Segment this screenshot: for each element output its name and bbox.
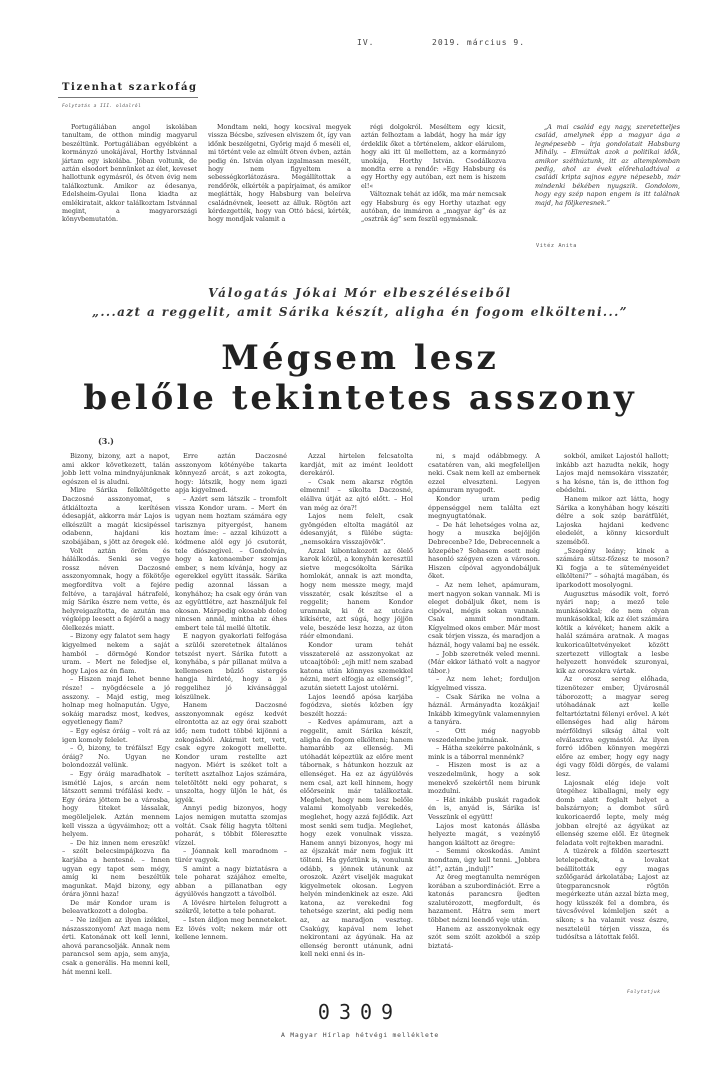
- paragraph: S amint a nagy biztatásra a tele poharat szájához emelte, abban a pillanatban egy ágyúlövés hangzott a távolból.: [175, 864, 287, 899]
- paragraph: – Bizony egy falatot sem hagy kigyelmed nekem a saját hamból – dörmögé Kondor uram. – Mert ne feledjse el, hogy Lajos az én fiam.: [62, 632, 170, 675]
- paragraph: A lövésre hirtelen felugrott a székről, letette a tele poharat.: [175, 898, 287, 916]
- installment-number: (3.): [98, 436, 114, 446]
- feature-kicker: Válogatás Jókai Mór elbeszéléseiből: [208, 286, 512, 300]
- paragraph: Lajosnak elég ideje volt ütegéhez kiballagni, mely egy domb alatt foglalt helyet a balszárnyon; a dombot sűrű kukoricaerdő lepte, mely még jobban elrejté az ágyúkat az ellenség szeme elől. Ez ütegnek feladata volt rejtekben maradni.: [556, 778, 669, 847]
- feature-column-1: [62, 452, 170, 976]
- paragraph: – Hát inkább puskát ragadok én is, anyád is, Sárika is! Vesszünk el együtt!: [428, 795, 540, 821]
- paragraph: Volt aztán öröm és hálálkodás. Senki se vegye rossz néven Daczosné asszonyomnak, hogy a fökötője megfordítva volt a fejére feltéve, a tarajával hátrafelé, míg Sárika észre nem vette, és helyreigazította, de azután ma végképp leesett a fejéről a nagy ölelkezés miatt.: [62, 546, 170, 632]
- paragraph: – Csak Sárika ne volna a háznál. Ármányadta kozákjai! Inkább kimegyünk valamennyien a tanyára.: [428, 692, 540, 727]
- paragraph: – Azért sem látszik – tromfolt vissza Kondor uram. – Mert én ugyan nem hoztam számára egy tarisznya pityergést, hanem hoztam íme: – azzal kihúzott a kódmene alól egy jó csutorát, tele diószegivel. – Gondolván, hogy a katonaember szomjas ember, s nem kívánja, hogy az egerekkel együtt itassák. Sárika pedig azonnal lássan a konyhához; ha csak egy órán van az együttlétre, azt használjuk fel okosan. Márpedig okosabb dolog nincsen annál, mintha az éhes embert tele tál mellé ültetik.: [175, 494, 287, 632]
- paragraph: – Isten áldjon meg benneteket. Ez lövés volt; nekem már ott kellene lennem.: [175, 916, 287, 942]
- paragraph: Kondor uram pedig éppenséggel nem találta ezt megnyugtatónak.: [428, 494, 540, 521]
- paragraph: Portugáliában angol iskolában tanultam, de otthon mindig magyarul beszéltünk. Portugáliában egyébként a kormányzó unokájával, Horthy Istvánnal jártam egy iskolába. Jóban voltunk, de aztán elsodort bennünket az élet, keveset hallottunk egymásról, és ötven évig nem találkoztunk. Amikor az édesanya, Edelsheim-Gyulai Ilona kiadta az emlékiratait, akkor találkoztam Istvánnal megint, a magyarországi könyvbemutatón.: [62, 123, 197, 224]
- paragraph: Erre aztán Daczosné asszonyom kötényébe takarta könnyező arcát, s azt zokogta, hogy: látszik, hogy nem igazi apja kigyelmed.: [175, 452, 287, 495]
- paragraph: sokból, amiket Lajostól hallott; inkább azt hazudta nekik, hogy Lajos majd nemsokára visszatér, s ha késne, tán is, de itthon fog ebédelni.: [556, 452, 669, 495]
- paragraph: – Ne izéljen az ilyen izékkel, nászasszonyom! Azt maga nem érti. Katonának ott kell lenni, ahová parancsolják. Annak nem parancsol sem apja, sem anyja, csak a generális. Ha menni kell, hát menni kell.: [62, 916, 170, 976]
- paragraph: – Semmi okoskodás. Amint mondtam, úgy kell tenni. „Jobbra át!”, aztán „indulj!”: [428, 847, 540, 873]
- paragraph: Annyi pedig bizonyos, hogy Lajos nemigen mutatta szomjas voltát. Csak félig hagyta tölteni poharát, s többit föleresztte vízzel.: [175, 804, 287, 847]
- paragraph: Változnak tehát az idők, ma már nemcsak egy Habsburg és egy Horthy utazhat egy autóban, de immáron a „magyar ág” és az „osztrák ág” sem feszül egymásnak.: [361, 190, 506, 224]
- paragraph: De már Kondor uram is beleavatkozott a dologba.: [62, 898, 170, 916]
- top-article-author: Vitéz Anita: [536, 243, 577, 249]
- top-article-column-1: [62, 123, 197, 224]
- paragraph: Mire Sárika felköltögette Daczosné asszonyomat, s átkiáltozta a kerítésen édesapját, akkorra már Lajos is elkészült a magát kicsipéssel odabenn, hajdani kis szobájában, s jött az öregek elé.: [62, 486, 170, 546]
- paragraph: E nagyon gyakorlati felfogása a szülői szeretetnek általános tetszést nyert. Sárika futott a konyhába, s pár pillanat múlva a kellemesen bűzlő sistergés hangja hirdeté, hogy a jó reggelihez jó kívánsággal készülnek.: [175, 632, 287, 701]
- paragraph: Augusztus második volt, forró nyári nap; a mező tele munkásokkal; de nem olyan munkásokkal, kik az élet számára kötik a kévéket; hanem akik a halál számára aratnak. A magas kukoricaültetvényeket között szertezett villogtak a lesbe helyezett honvédek szuronyai, kik az oroszokra vártak.: [556, 589, 669, 675]
- to-be-continued-note: Folytatjuk: [627, 990, 661, 995]
- paragraph: – Egy egész óráig – volt rá az igen komoly felelet.: [62, 727, 170, 744]
- paragraph: – Egy óráig maradhatok – ismétlé Lajos, s arcán nem látszott semmi tréfálási kedv. – Egy órára jöttem be a városba, hogy titeket lássalak, megöleljelek. Aztán mennem kell vissza a úgyváimhoz; ott a helyem.: [62, 769, 170, 839]
- paragraph: – Az nem lehet; forduljon kígyelmed vissza.: [428, 675, 540, 693]
- page-folio: IV.: [357, 38, 375, 47]
- paragraph: Lajos leendő apósa karjába fogódzva, sietés közben így beszélt hozzá:: [300, 692, 413, 718]
- paragraph: Lajos nem felelt, csak gyöngéden eltolta magától az édesanyját, s fülébe súgta: „nemsokára visszajövök”.: [300, 512, 413, 546]
- paragraph: Mondtam neki, hogy kocsival megyek vissza Bécsbe, szívesen elviszem őt, így van időnk beszélgetni, Győrig majd ő meséli el, mi történt vele az elmúlt ötven évben, aztán pedig én. István olyan izgalmasan mesélt, hogy nem figyeltem a sebességkorlátozásra. Megállítottak a rendőrök, elkérték a papírjaimat, és amikor meglátták, hogy Habsburg van beleírva családnévnek, leesett az álluk. Rögtön azt kérdezgették, hogy van Ottó bácsi, kérték, hogy mondjak valamit a: [208, 123, 351, 224]
- paragraph: Azzal kibontakozott az ölelő karok közül, a konyhán keresztül sietve megcsókolta Sárika homlokát, annak is azt mondta, hogy nem messze megy, majd visszatér, csak készítse el a reggelit; hanem Kondor uramnak, ki őt az utcára kikísérte, azt súgá, hogy jöjjön vele, beszéde lesz hozza, az úton ráér elmondani.: [300, 546, 413, 641]
- paragraph: „Szegény leány; kinek a számára sütsz-főzesz te moson? Ki fogja a te süteményeidet elkölteni?” – sóhajtá magában, és iparkodott mosolyogni.: [556, 546, 669, 589]
- paragraph: – Hiszen most is az a veszedelmünk, hogy a sok menekvő szekértől nem birunk mozdulni.: [428, 761, 540, 796]
- paragraph: – Jobb szeretnék veled menni. (Már ekkor látható volt a nagyor tábor.): [428, 649, 540, 675]
- paragraph: – De hát lehetséges volna az, hogy a muszka bejöjjön Debrecenbe? Ide, Debrecennek a közepébe? Sohasem esett még hasonló szégyen ezen a városon. Hiszen cípóval agyondobáljuk őket.: [428, 520, 540, 581]
- paragraph: Az öreg megtanulta nemrégen korában a szubordinációt. Erre a katonás parancsra íjedten szalutérozott, megfordult, és hazament. Hátra sem mert többet nézni leendő veje után.: [428, 873, 540, 925]
- issue-date: 2019. március 9.: [432, 38, 526, 47]
- paragraph: – Hiszen majd lehet benne része! – nyögdécsele a jó asszony. – Majd estig, meg holnap meg holnapután. Ugye, sokáig maradsz most, kedves, egyetlenegy fiam?: [62, 675, 170, 727]
- top-article-column-2: [208, 123, 351, 224]
- feature-column-3: [300, 452, 413, 959]
- paragraph: Lajos most katonás állásba helyezte magát, s vezénylő hangon kiáltott az öregre:: [428, 821, 540, 847]
- paragraph: A tüzérek a földön szertesztt letelepedtek, a lovakat beállították egy magas szőlőgarád árkolatába; Lajost az ütegparancsnok rögtön megérkezte után azzal bízta meg, hogy küsszék fel a dombra, és távcsővével kémleljen szét a síkon; s ha valamit vesz észre, neszteleül térjen vissza, és tudósítsa a látottak felől.: [556, 847, 669, 942]
- feature-column-5: [556, 452, 669, 942]
- feature-column-4: [428, 452, 540, 950]
- paragraph: régi dolgokról. Meséltem egy kicsit, aztán felhoztam a labdát, hogy ha már így érdeklik őket a történelem, akkor elárulom, hogy aki itt ül mellettem, az a kormányzó unokája, Horthy István. Csodálkozva mondta erre a rendőr: »Egy Habsburg és egy Horthy egy autóban, ezt nem is hiszem el!«: [361, 123, 506, 190]
- top-article-column-3: [361, 123, 506, 224]
- paragraph: Hanem Daczosné asszonyomnak egész kedvét elrontotta az az egy órai szabott idő; nem tudott többé kijönni a zokogásból. Akármit tett, vett, csak egyre zokogott mellette. Kondor uram restellte azt nagyon. Miért is széket tolt a terített asztalhoz Lajos számára, teletöltött neki egy poharat, s unszolta, hogy üljön le hát, és igyék.: [175, 701, 287, 804]
- top-article-quote-column: [535, 123, 680, 207]
- paragraph: – De hiz innen nem ereszük! – szólt belecsimpájkozva fia karjába a hentesné. – Innen ugyan egy tapot sem mégy, amíg ki nem beszéltük magunkat. Majd bizony, egy órára jönni haza!: [62, 838, 170, 899]
- paragraph: Hanem az asszonyoknak egy szót sem szólt azokból a szép biztatá-: [428, 924, 540, 950]
- title-rule: [58, 97, 198, 98]
- paragraph: Kondor uram tehát visszaterelé az asszonyokat az utcaajtóból: „ejh mit! nem szabad katona után könnyes szemekkel nézni, mert elfogja az ellenség!”, azután sietett Lajost utolérni.: [300, 641, 413, 693]
- paragraph: ni, s majd odábbmegy. A csatatéren van, aki megfelelljen neki. Csak nem kell az embernek ezzel elveszteni. Legyen apámuram nyugodt.: [428, 452, 540, 495]
- paragraph: „A mai család egy nagy, szeretetteljes család, amelynek épp a magyar ága a legnépesebb – írja gondolatait Habsburg Mihály. – Elmúltak azok a politikai idők, amikor széthúztunk, itt az altemplomban pedig, ahol az évek előrehaladtával a családi kripta sajnos egyre népesebb, már mindenki békében nyugszik. Gondolom, hogy egy szép napon engem is itt találnak majd, ha följkeresnek.”: [535, 123, 680, 207]
- feature-title-line-2: belőle tekintetes asszony: [83, 378, 637, 418]
- feature-quote-kicker: „...azt a reggelit, amit Sárika készít, aligha én fogom elkölteni...”: [92, 305, 628, 319]
- paragraph: Hanem mikor azt látta, hogy Sárika a konyhában hogy készíti délre a sok szép barátfülét, Lajoska hajdani kedvenc eledelét, a könny kicsordult szeméből.: [556, 494, 669, 546]
- continued-note: Folytatás a III. oldalról: [62, 104, 142, 109]
- feature-column-2: [175, 452, 287, 942]
- paragraph: Bizony, bizony, azt a napot, ami akkor következett, talán jobb lett volna mindnyájunknak egészen el is aludni.: [62, 452, 170, 486]
- feature-title-line-1: Mégsem lesz: [221, 338, 499, 378]
- paragraph: Az orosz sereg előhada, tizenötezer ember, Újvárosnál táborozott; a magyar sereg utóhadának azt kelle feltartóztatni félenyi erővel. A két ellenséges had alig három mérföldnyi sikság által volt elválasztva egymástól. Az ilyen forró időben könnyen megérzi előre az ember, hogy egy nagy égi vagy földi dörgés, de valami lesz.: [556, 675, 669, 778]
- paragraph: – Ott még nagyobb veszedelembe jutnának.: [428, 727, 540, 744]
- paragraph: Azzal hirtelen felcsatolta kardját, mit az imént leoldott derekáról.: [300, 452, 413, 478]
- paragraph: – Ó, bizony, te tréfálsz! Egy óráig? No. Ugyan ne bolondozzál velünk.: [62, 744, 170, 770]
- top-article-title: Tizenhat szarkofág: [62, 82, 198, 93]
- paragraph: – Az nem lehet, apámuram, mert nagyon sokan vannak. Mi is eleget dobáljuk őket, nem is cipóval, mégis sokan vannak. Csak ammit mondtam. Kígyelmed okos ember. Már most csak térjen vissza, és maradjon a háznál, hogy valami baj ne essék.: [428, 580, 540, 650]
- page-number: 0309: [317, 1000, 403, 1024]
- paragraph: – Kedves apámuram, azt a reggelit, amit Sárika készít, aligha én fogom elkölteni; hanem hamarább az ellenség. Mi utóhadát képeztük az előre ment tábornak, s hátunkon hozzuk az ellenséget. Ha ez az ágyúlövés nem csal, azt kell hinnem, hogy előörseink már találkoztak. Meglehet, hogy nem lesz belőle valami komolyabb verekedés, meglehet, hogy azzá fejlődik. Azt most senki sem tudja. Meglehet, hogy ezek vonulnak vissza. Hanem annyi bizonyos, hogy mi az éjszakát már nem fogjuk itt tölteni. Ha győztünk is, vonulunk odább, s jönnek utánunk az oroszok. Azért viseljék magukat kigyelmetek okosan. Legyen helyén mindenkinek az esze. Aki katona, az verekedni fog tehetsége szerint, aki pedig nem az, az maradjon veszteg. Csakúgy, kapával nem lehet nekirontani az ágyúnak. Ha az ellenség berontt utánunk, adni kell neki enni és in-: [300, 718, 413, 959]
- supplement-line: A Magyar Hírlap hétvégi melléklete: [280, 1031, 439, 1039]
- paragraph: – Jóannak kell maradnom – türér vagyok.: [175, 847, 287, 864]
- paragraph: – Csak nem akarsz rögtön elmenni! – sikolta Daczosné, elállva útját az ajtó előtt. – Hol van még az óra?!: [300, 477, 413, 512]
- paragraph: – Hátha szekérre pakolnánk, s mink is a táborral mennénk?: [428, 744, 540, 761]
